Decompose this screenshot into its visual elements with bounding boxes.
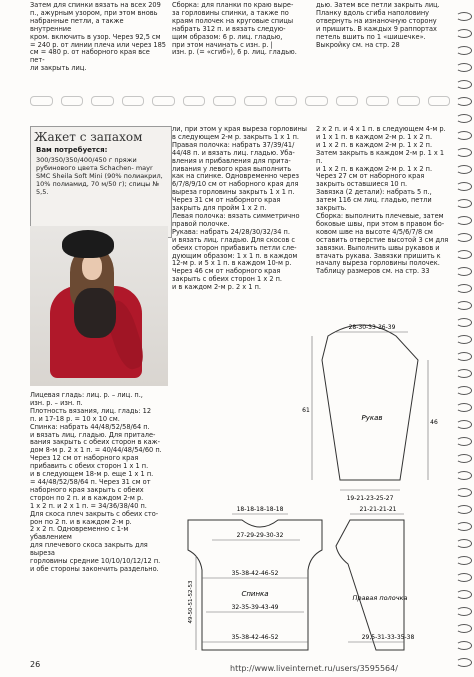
decor-icon xyxy=(183,96,206,106)
decor-icon xyxy=(61,96,84,106)
top-text-col2: Сборка: для планки по краю выре- за горловины спинки, а также по краям полочек на круговые спицы набрать 312 п. и вязать следую- щим образом: 6 р. лиц. гладью, при этом начинать с изн. р. | изн. р. (= «сгиб»), 6 р. лиц. гладью. xyxy=(172,1,297,57)
decor-icon xyxy=(244,96,267,106)
source-url[interactable]: http://www.liveinternet.ru/users/3595564/ xyxy=(230,664,398,673)
decor-icon xyxy=(366,96,389,106)
middle-instructions: ли, при этом у края выреза горловины в следующем 2-м р. закрыть 1 х 1 п. Правая полочка: набрать 37/39/41/ 44/48 п. и вязать лиц. гладью. Уба- вления и прибавления для прита- ливания у левого края выполнить как на спинке. Одновременно через 6/7/8/9/10 см от наборного края для выреза горловины закрыть 1 х 1 п. Через 31 см от наборного края закрыть для пройм 1 х 2 п. Левая полочка: вязать симметрично правой полочке. Рукава: набрать 24/28/30/32/34 п. и вязать лиц. гладью. Для скосов с обеих сторон прибавить петли сле- дующим образом: 1 х 1 п. в каждом 12-м р. и 5 х 1 п. в каждом 10-м р. Через 46 см от наборного края закрыть с обеих сторон 1 х 2 п. и в каждом 2-м р. 2 х 1 п. xyxy=(172,125,308,292)
spiral-ring xyxy=(456,522,472,531)
spiral-binding xyxy=(456,0,474,677)
spiral-ring xyxy=(456,658,472,667)
spiral-ring xyxy=(456,369,472,378)
back-width-label: 35-38-42-46-52 xyxy=(231,570,279,577)
sleeve-top-label: 28-30-33-36-39 xyxy=(348,324,396,331)
top-text-col1: Затем для спинки вязать на всех 209 п., ажурным узором, при этом вновь набранные петли, а также внутренние кром. включить в узор. Через 92,5 см = 240 р. от линии плеча или через 185 см = 480 р. от наборного края все пет- ли закрыть лиц. xyxy=(30,1,167,73)
decor-icon xyxy=(336,96,359,106)
front-bottom-label: 29,5-31-33-35-38 xyxy=(361,634,415,641)
spiral-ring xyxy=(456,641,472,650)
spiral-ring xyxy=(456,301,472,310)
spiral-ring xyxy=(456,114,472,123)
spiral-ring xyxy=(456,80,472,89)
spiral-ring xyxy=(456,97,472,106)
back-bottom-label: 35-38-42-46-52 xyxy=(231,634,279,641)
spiral-ring xyxy=(456,12,472,21)
spiral-ring xyxy=(456,471,472,480)
page-number: 26 xyxy=(30,660,41,669)
sleeve-bottom-label: 19-21-23-25-27 xyxy=(346,495,394,502)
left-instructions: Лицевая гладь: лиц. р. – лиц. п., изн. р. – изн. п. Плотность вязания, лиц. гладь: 12 п. и 17-18 р. = 10 х 10 см. Спинка: набрать 44/48/52/58/64 п. и вязать лиц. гладью. Для притале- вания закрыть с обеих сторон в каж- дом 8-м р. 2 х 1 п. = 40/44/48/54/60 п. Через 12 см от наборного края прибавить с обеих сторон 1 х 1 п. и в следующем 18-м р. еще 1 х 1 п. = 44/48/52/58/64 п. Через 31 см от наборного края закрыть с обеих сторон по 2 п. и в каждом 2-м р. 1 х 2 п. и 2 х 1 п. = 34/36/38/40 п. Для скоса плеч закрыть с обеих сто- рон по 2 п. и в каждом 2-м р. 2 х 2 п. Одновременно с 1-м убавлением для плечевого скоса закрыть для выреза горловины средние 10/10/10/12/12 п. и обе стороны закончить раздельно. xyxy=(30,391,162,573)
decor-icon xyxy=(91,96,114,106)
spiral-ring xyxy=(456,420,472,429)
spiral-ring xyxy=(456,165,472,174)
back-height-label: 49-50-51-52-53 xyxy=(188,580,194,624)
decor-icon xyxy=(122,96,145,106)
spiral-ring xyxy=(456,403,472,412)
spiral-ring xyxy=(456,63,472,72)
spiral-ring xyxy=(456,148,472,157)
right-instructions: 2 х 2 п. и 4 х 1 п. в следующем 4-м р. и 1 х 1 п. в каждом 2-м р. 1 х 2 п. и 1 х 2 п. в каждом 2-м р. 1 х 2 п. Затем закрыть в каждом 2-м р. 1 х 1 п. и 1 х 2 п. в каждом 2-м р. 1 х 2 п. Через 27 см от наборного края закрыть оставшиеся 10 п. Завязка (2 детали): набрать 5 п., затем 116 см лиц. гладью, петли закрыть. Сборка: выполнить плечевые, затем боковые швы, при этом в правом бо- ковом шве на высоте 4/5/6/7/8 см оставить отверстие высотой 3 см для завязки. Выполнить швы рукавов и втачать рукава. Завязки пришить к началу выреза горловины полочек. Таблицу размеров см. на стр. 33 xyxy=(316,125,449,276)
spiral-ring xyxy=(456,386,472,395)
spiral-ring xyxy=(456,539,472,548)
decor-icon xyxy=(30,96,53,106)
spiral-ring xyxy=(456,590,472,599)
front-top-label: 21-21-21-21 xyxy=(359,506,397,513)
decorative-border xyxy=(30,92,450,110)
back-top-label: 18-18-18-18-18 xyxy=(236,506,284,513)
spiral-ring xyxy=(456,216,472,225)
spiral-ring xyxy=(456,437,472,446)
spiral-ring xyxy=(456,624,472,633)
spiral-ring xyxy=(456,250,472,259)
hat-figure xyxy=(62,230,114,258)
decor-icon xyxy=(152,96,175,106)
decor-icon xyxy=(397,96,420,106)
pattern-diagram xyxy=(172,320,454,660)
spiral-ring xyxy=(456,352,472,361)
spiral-ring xyxy=(456,454,472,463)
spiral-ring xyxy=(456,505,472,514)
sleeve-side-label: 46 xyxy=(430,419,438,426)
spiral-ring xyxy=(456,284,472,293)
spiral-ring xyxy=(456,573,472,582)
spiral-ring xyxy=(456,318,472,327)
back-neck-label: 27-29-29-30-32 xyxy=(236,532,284,539)
collar-figure xyxy=(74,288,116,338)
spiral-ring xyxy=(456,607,472,616)
front-label: Правая полочка xyxy=(352,594,408,602)
spiral-ring xyxy=(456,335,472,344)
materials-text: 300/350/350/400/450 г пряжи рубинового цвета Schachen- mayr SMC Sheila Soft Mini (90% полиакрил, 10% полиамид, 70 м/50 г); спицы № 5,5. xyxy=(36,156,163,196)
decor-icon xyxy=(213,96,236,106)
decor-icon xyxy=(305,96,328,106)
jacket-title: Жакет с запахом xyxy=(34,130,143,144)
sleeve-pattern xyxy=(302,324,438,502)
spiral-ring xyxy=(456,267,472,276)
materials-heading: Вам потребуется: xyxy=(36,146,108,154)
spiral-ring xyxy=(456,182,472,191)
spiral-ring xyxy=(456,556,472,565)
decor-icon xyxy=(275,96,298,106)
spiral-ring xyxy=(456,233,472,242)
back-waist-label: 32-35-39-43-49 xyxy=(231,604,279,611)
spiral-ring xyxy=(456,131,472,140)
back-pattern xyxy=(188,506,322,650)
spiral-ring xyxy=(456,29,472,38)
back-label: Спинка xyxy=(241,590,269,598)
spiral-ring xyxy=(456,199,472,208)
top-text-col3: дью. Затем все петли закрыть лиц. Планку вдоль сгиба наполовину отвернуть на изнаночную сторону и пришить. В каждых 9 раппортах петель вшить по 1 «шишечке». Выкройку см. на стр. 28 xyxy=(316,1,440,49)
spiral-ring xyxy=(456,488,472,497)
sleeve-height-label: 61 xyxy=(302,407,310,414)
front-pattern xyxy=(336,506,414,650)
spiral-ring xyxy=(456,46,472,55)
sleeve-label: Рукав xyxy=(361,414,383,422)
decor-icon xyxy=(428,96,451,106)
